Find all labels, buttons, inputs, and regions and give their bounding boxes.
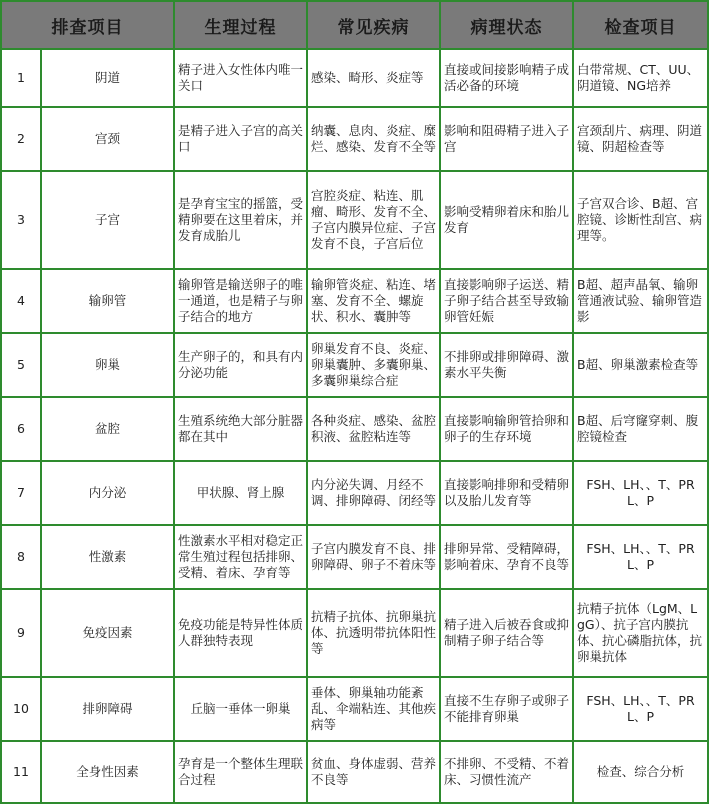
process-cell: 输卵管是输送卵子的唯一通道，也是精子与卵子结合的地方 bbox=[174, 269, 307, 333]
process-cell: 是孕育宝宝的摇篮，受精卵要在这里着床，并发育成胎儿 bbox=[174, 171, 307, 269]
state-cell: 影响受精卵着床和胎儿发育 bbox=[440, 171, 573, 269]
disease-cell: 子宫内膜发育不良、排卵障碍、卵子不着床等 bbox=[307, 525, 440, 589]
state-cell: 精子进入后被吞食或抑制精子卵子结合等 bbox=[440, 589, 573, 677]
table-row bbox=[1, 589, 708, 677]
row-number: 11 bbox=[1, 741, 41, 803]
table-row bbox=[1, 49, 708, 107]
process-cell: 孕育是一个整体生理联合过程 bbox=[174, 741, 307, 803]
item-cell: 盆腔 bbox=[41, 397, 174, 461]
row-number: 8 bbox=[1, 525, 41, 589]
process-cell: 甲状腺、肾上腺 bbox=[174, 461, 307, 525]
table-row bbox=[1, 171, 708, 269]
header-process: 生理过程 bbox=[174, 1, 307, 49]
check-cell: B超、卵巢激素检查等 bbox=[573, 333, 708, 397]
row-number: 5 bbox=[1, 333, 41, 397]
item-cell: 内分泌 bbox=[41, 461, 174, 525]
state-cell: 直接影响卵子运送、精子卵子结合甚至导致输卵管妊娠 bbox=[440, 269, 573, 333]
check-cell: FSH、LH、、T、PRL、P bbox=[573, 461, 708, 525]
disease-cell: 纳囊、息肉、炎症、糜烂、感染、发育不全等 bbox=[307, 107, 440, 171]
check-cell: B超、后穹窿穿刺、腹腔镜检查 bbox=[573, 397, 708, 461]
state-cell: 直接或间接影响精子成活必备的环境 bbox=[440, 49, 573, 107]
state-cell: 不排卵、不受精、不着床、习惯性流产 bbox=[440, 741, 573, 803]
check-cell: FSH、LH、、T、PRL、P bbox=[573, 677, 708, 741]
check-cell: 白带常规、CT、UU、阴道镜、NG培养 bbox=[573, 49, 708, 107]
table-row bbox=[1, 397, 708, 461]
item-cell: 全身性因素 bbox=[41, 741, 174, 803]
process-cell: 精子进入女性体内唯一关口 bbox=[174, 49, 307, 107]
row-number: 2 bbox=[1, 107, 41, 171]
disease-cell: 卵巢发育不良、炎症、卵巢囊肿、多囊卵巢、多囊卵巢综合症 bbox=[307, 333, 440, 397]
row-number: 4 bbox=[1, 269, 41, 333]
item-cell: 输卵管 bbox=[41, 269, 174, 333]
item-cell: 宫颈 bbox=[41, 107, 174, 171]
state-cell: 不排卵或排卵障碍、激素水平失衡 bbox=[440, 333, 573, 397]
disease-cell: 贫血、身体虚弱、营养不良等 bbox=[307, 741, 440, 803]
state-cell: 直接影响排卵和受精卵以及胎儿发育等 bbox=[440, 461, 573, 525]
table-row bbox=[1, 525, 708, 589]
disease-cell: 垂体、卵巢轴功能紊乱、伞端粘连、其他疾病等 bbox=[307, 677, 440, 741]
header-row bbox=[1, 1, 708, 49]
check-cell: 抗精子抗体（LgM、LgG）、抗子宫内膜抗体、抗心磷脂抗体，抗卵巢抗体 bbox=[573, 589, 708, 677]
row-number: 7 bbox=[1, 461, 41, 525]
disease-cell: 各种炎症、感染、盆腔积液、盆腔粘连等 bbox=[307, 397, 440, 461]
row-number: 1 bbox=[1, 49, 41, 107]
table-row bbox=[1, 461, 708, 525]
check-cell: FSH、LH、、T、PRL、P bbox=[573, 525, 708, 589]
disease-cell: 感染、畸形、炎症等 bbox=[307, 49, 440, 107]
disease-cell: 宫腔炎症、粘连、肌瘤、畸形、发育不全、子宫内膜异位症、子宫发育不良，子宫后位 bbox=[307, 171, 440, 269]
state-cell: 直接影响输卵管拾卵和卵子的生存环境 bbox=[440, 397, 573, 461]
check-cell: 宫颈刮片、病理、阴道镜、阴超检查等 bbox=[573, 107, 708, 171]
process-cell: 生殖系统绝大部分脏器都在其中 bbox=[174, 397, 307, 461]
table-row bbox=[1, 107, 708, 171]
table-row bbox=[1, 677, 708, 741]
item-cell: 子宫 bbox=[41, 171, 174, 269]
row-number: 3 bbox=[1, 171, 41, 269]
row-number: 9 bbox=[1, 589, 41, 677]
check-cell: B超、超声晶氧、输卵管通液试验、输卵管造影 bbox=[573, 269, 708, 333]
disease-cell: 内分泌失调、月经不调、排卵障碍、闭经等 bbox=[307, 461, 440, 525]
header-state: 病理状态 bbox=[440, 1, 573, 49]
disease-cell: 输卵管炎症、粘连、堵塞、发育不全、螺旋状、积水、囊肿等 bbox=[307, 269, 440, 333]
check-cell: 子宫双合诊、B超、宫腔镜、诊断性刮宫、病理等。 bbox=[573, 171, 708, 269]
item-cell: 免疫因素 bbox=[41, 589, 174, 677]
item-cell: 排卵障碍 bbox=[41, 677, 174, 741]
process-cell: 丘脑一垂体一卵巢 bbox=[174, 677, 307, 741]
row-number: 10 bbox=[1, 677, 41, 741]
table-row bbox=[1, 333, 708, 397]
header-check: 检查项目 bbox=[573, 1, 708, 49]
process-cell: 生产卵子的，和具有内分泌功能 bbox=[174, 333, 307, 397]
process-cell: 是精子进入子宫的高关口 bbox=[174, 107, 307, 171]
state-cell: 影响和阻碍精子进入子宫 bbox=[440, 107, 573, 171]
table-row bbox=[1, 269, 708, 333]
disease-cell: 抗精子抗体、抗卵巢抗体、抗透明带抗体阳性等 bbox=[307, 589, 440, 677]
check-cell: 检查、综合分析 bbox=[573, 741, 708, 803]
header-disease: 常见疾病 bbox=[307, 1, 440, 49]
state-cell: 排卵异常、受精障碍，影响着床、孕育不良等 bbox=[440, 525, 573, 589]
table-row bbox=[1, 741, 708, 803]
process-cell: 免疫功能是特异性体质人群独特表现 bbox=[174, 589, 307, 677]
item-cell: 卵巢 bbox=[41, 333, 174, 397]
process-cell: 性激素水平相对稳定正常生殖过程包括排卵、受精、着床、孕育等 bbox=[174, 525, 307, 589]
row-number: 6 bbox=[1, 397, 41, 461]
item-cell: 阴道 bbox=[41, 49, 174, 107]
header-item: 排查项目 bbox=[1, 1, 174, 49]
item-cell: 性激素 bbox=[41, 525, 174, 589]
state-cell: 直接不生存卵子或卵子不能排育卵巢 bbox=[440, 677, 573, 741]
